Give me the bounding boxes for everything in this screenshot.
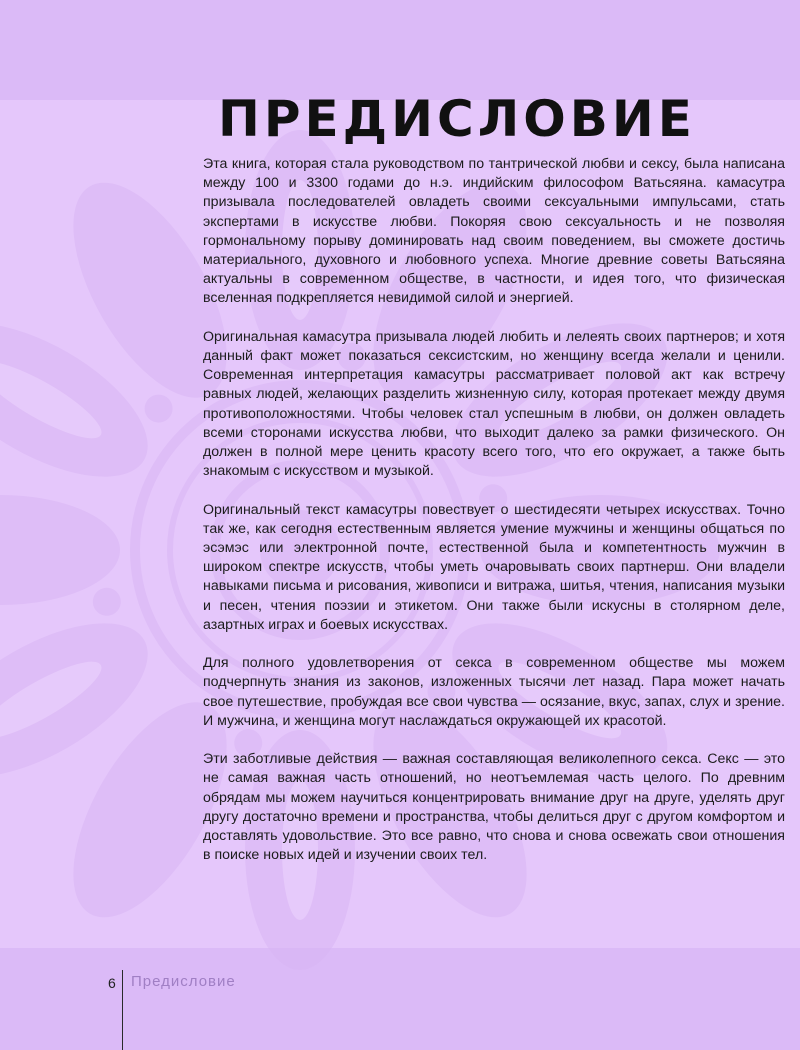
- paragraph-5: Эти заботливые действия — важная составляющая великолепного секса. Секс — это не самая важная часть отношений, но неотъемлемая часть целого. По древним обрядам мы можем научиться концентрировать внимание друг на друге, уделять друг другу достаточно времени и пространства, чтобы делиться друг с другом комфортом и доставлять удовольствие. Это все равно, что снова и снова освежать свои отношения в поиске новых идей и изучении своих тел.: [203, 751, 785, 864]
- page-number: 6: [108, 975, 116, 991]
- paragraph-3: Оригинальный текст камасутры повествует о шестидесяти четырех искусствах. Точно так же, как сегодня естественным является умение мужчины и женщины общаться по эсэмэс или электронной почте, естественной была и компетентность мужчин в широком спектре искусств, чтобы уметь очаровывать своих партнерш. Они владели навыками письма и рисования, живописи и витража, шитья, чтения, написания музыки и песен, чтения поэзии и этикетом. Они также были искусны в столярном деле, азартных играх и боевых искусствах.: [203, 501, 785, 633]
- paragraph-1: Эта книга, которая стала руководством по тантрической любви и сексу, была написана между 100 и 3300 годами до н.э. индийским философом Ватьсяяна. камасутра призывала последователей овладеть своими сексуальными импульсами, стать экспертами в искусстве любви. Покоряя свою сексуальность и не позволяя гормональному порыву доминировать над своим поведением, вы сможете достичь материального, духовного и любовного успеха. Многие древние советы Ватьсяяна актуальны в современном обществе, в частности, и идея того, что физическая вселенная подкрепляется невидимой силой и энергией.: [203, 156, 785, 307]
- page-title: ПРЕДИСЛОВИЕ: [218, 90, 696, 148]
- body-text: [203, 155, 785, 885]
- paragraph-4: Для полного удовлетворения от секса в современном обществе мы можем подчерпнуть знания из законов, изложенных тысячи лет назад. Пара может начать свое путешествие, пробуждая все свои чувства — осязание, вкус, запах, слух и зрение. И мужчина, и женщина могут наслаждаться окружающей их красотой.: [203, 655, 785, 729]
- top-band: [0, 0, 800, 100]
- paragraph-2: Оригинальная камасутра призывала людей любить и лелеять своих партнеров; и хотя данный факт может показаться сексистским, но женщину всегда желали и ценили. Современная интерпретация камасутры рассматривает половой акт как встречу равных людей, желающих разделить жизненную силу, которая протекает между двумя противоположностями. Чтобы человек стал успешным в любви, он должен овладеть всеми сторонами искусства любви, что выходит далеко за рамки физического. Он должен в полной мере ценить красоту всего того, что его окружает, а также быть знакомым с искусством и музыкой.: [203, 328, 785, 480]
- footer-divider: [122, 970, 123, 1050]
- running-head: Предисловие: [131, 973, 236, 990]
